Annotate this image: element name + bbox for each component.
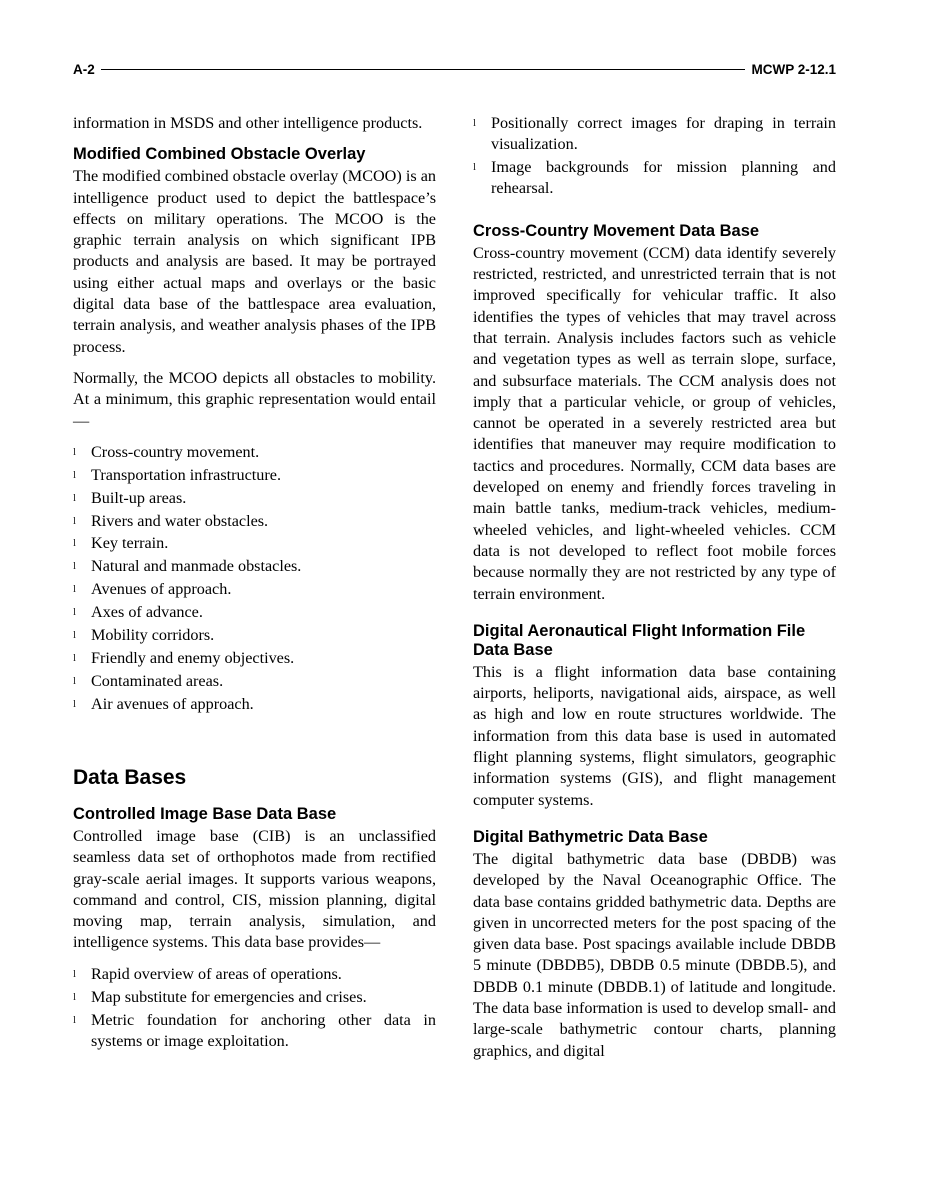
list-item-text: Metric foundation for anchoring other data in systems or image exploitation.: [91, 1010, 436, 1050]
bullet-icon: l: [73, 628, 77, 641]
list-item-text: Natural and manmade obstacles.: [91, 557, 302, 576]
bullet-icon: l: [73, 990, 77, 1003]
mcoo-list: [73, 442, 436, 715]
list-item-text: Built-up areas.: [91, 488, 187, 507]
list-item: [73, 488, 436, 509]
list-item-text: Image backgrounds for mission planning and rehearsal.: [491, 158, 836, 198]
bullet-icon: l: [73, 514, 77, 527]
list-item-text: Positionally correct images for draping in terrain visualization.: [491, 114, 836, 154]
dbdb-heading: Digital Bathymetric Data Base: [473, 827, 708, 846]
list-item: [73, 648, 436, 669]
dbdb-paragraph-1: The digital bathymetric data base (DBDB) was developed by the Naval Oceanographic Office. The data base contains gridded bathymetric data. Depths are given in uncorrected meters for the post spacing of the given data base. Post spacings available include DBDB 5 minute (DBDB5), DBDB 0.5 minute (DBDB.5), and DBDB 0.1 minute (DBDB.1) of latitude and longitude. The data base information is used to develop small- and large-scale bathymetric contour charts, planning graphics, and digital: [473, 849, 836, 1060]
list-item-text: Mobility corridors.: [91, 625, 215, 644]
bullet-icon: l: [73, 560, 77, 573]
cib-list: [73, 964, 436, 1052]
cib-heading: Controlled Image Base Data Base: [73, 804, 337, 823]
list-item: [73, 625, 436, 646]
list-item: [73, 579, 436, 600]
list-item: [73, 533, 436, 554]
list-item: [473, 157, 836, 200]
list-item: [73, 964, 436, 985]
mcoo-paragraph-2: Normally, the MCOO depicts all obstacles to mobility. At a minimum, this graphic representation would entail—: [73, 368, 436, 430]
list-item-text: Key terrain.: [91, 534, 169, 553]
header-rule: [101, 69, 746, 70]
dafif-heading: Digital Aeronautical Flight Information File Data Base: [473, 621, 806, 659]
bullet-icon: l: [73, 445, 77, 458]
bullet-icon: l: [73, 583, 77, 596]
left-column: [73, 113, 436, 1054]
bullet-icon: l: [473, 161, 477, 174]
intro-paragraph: information in MSDS and other intelligence products.: [73, 114, 423, 132]
section-heading-data-bases: Data Bases: [73, 765, 187, 789]
list-item-text: Transportation infrastructure.: [91, 465, 282, 484]
bullet-icon: l: [73, 468, 77, 481]
list-item-text: Cross-country movement.: [91, 442, 260, 461]
list-item: [73, 511, 436, 532]
mcoo-paragraph-1: The modified combined obstacle overlay (MCOO) is an intelligence product used to depict the battlespace’s effects on military operations. The MCOO is the graphic terrain analysis on which significant IPB products and analysis are based. It may be portrayed using either actual maps and overlays or the basic digital data base of the battlespace area evaluation, terrain analysis, and weather analysis phases of the IPB process.: [73, 167, 436, 356]
dafif-paragraph-1: This is a flight information data base containing airports, heliports, navigational aids, airspace, as well as high and low en route structures worldwide. The information from this data base is used in automated flight planning systems, flight simulators, geographic information systems (GIS), and flight management computer systems.: [473, 662, 836, 809]
bullet-icon: l: [73, 606, 77, 619]
bullet-icon: l: [73, 651, 77, 664]
list-item: [73, 556, 436, 577]
list-item-text: Avenues of approach.: [91, 580, 232, 599]
bullet-icon: l: [73, 537, 77, 550]
list-item: [73, 442, 436, 463]
list-item: [73, 602, 436, 623]
list-item-text: Map substitute for emergencies and crises.: [91, 987, 367, 1006]
list-item-text: Friendly and enemy objectives.: [91, 648, 295, 667]
cib-list-continued: [473, 113, 836, 200]
list-item: [73, 465, 436, 486]
cib-paragraph-1: Controlled image base (CIB) is an unclassified seamless data set of orthophotos made from rectified gray-scale aerial images. It supports various weapons, command and control, CIS, mission planning, digital moving map, terrain analysis, simulation, and intelligence systems. This data base provides—: [73, 826, 436, 952]
mcoo-heading: Modified Combined Obstacle Overlay: [73, 145, 366, 164]
list-item: [73, 987, 436, 1008]
document-id: MCWP 2-12.1: [751, 61, 836, 77]
list-item: [73, 1010, 436, 1053]
bullet-icon: l: [73, 1013, 77, 1026]
bullet-icon: l: [73, 674, 77, 687]
bullet-icon: l: [73, 697, 77, 710]
list-item-text: Contaminated areas.: [91, 671, 224, 690]
list-item-text: Axes of advance.: [91, 603, 203, 622]
list-item-text: Rivers and water obstacles.: [91, 511, 269, 530]
running-header: [73, 60, 836, 78]
bullet-icon: l: [73, 967, 77, 980]
page-number: A-2: [73, 61, 95, 77]
ccm-paragraph-1: Cross-country movement (CCM) data identify severely restricted, restricted, and unrestricted terrain that is not improved specifically for vehicular traffic. It also identifies the types of vehicles that may travel across that terrain. Analysis includes factors such as vehicle and vegetation types as well as terrain slope, surface, and subsurface materials. The CCM analysis does not imply that a particular vehicle, or group of vehicles, cannot be operated in a severely restricted area but identifies that maneuver may require modification to tactics and procedures. Normally, CCM data bases are developed on enemy and friendly forces traveling in main battle tanks, medium-track vehicles, medium-wheeled vehicles, and light-wheeled vehicles. CCM data is not developed to reflect foot mobile forces because normally they are not restricted by any type of terrain environment.: [473, 243, 836, 603]
right-column: [473, 113, 836, 1062]
list-item: [73, 694, 436, 715]
bullet-icon: l: [73, 491, 77, 504]
list-item-text: Air avenues of approach.: [91, 694, 254, 713]
list-item: [73, 671, 436, 692]
bullet-icon: l: [473, 117, 477, 129]
list-item: [473, 113, 836, 156]
list-item-text: Rapid overview of areas of operations.: [91, 964, 342, 983]
ccm-heading: Cross-Country Movement Data Base: [473, 221, 760, 240]
